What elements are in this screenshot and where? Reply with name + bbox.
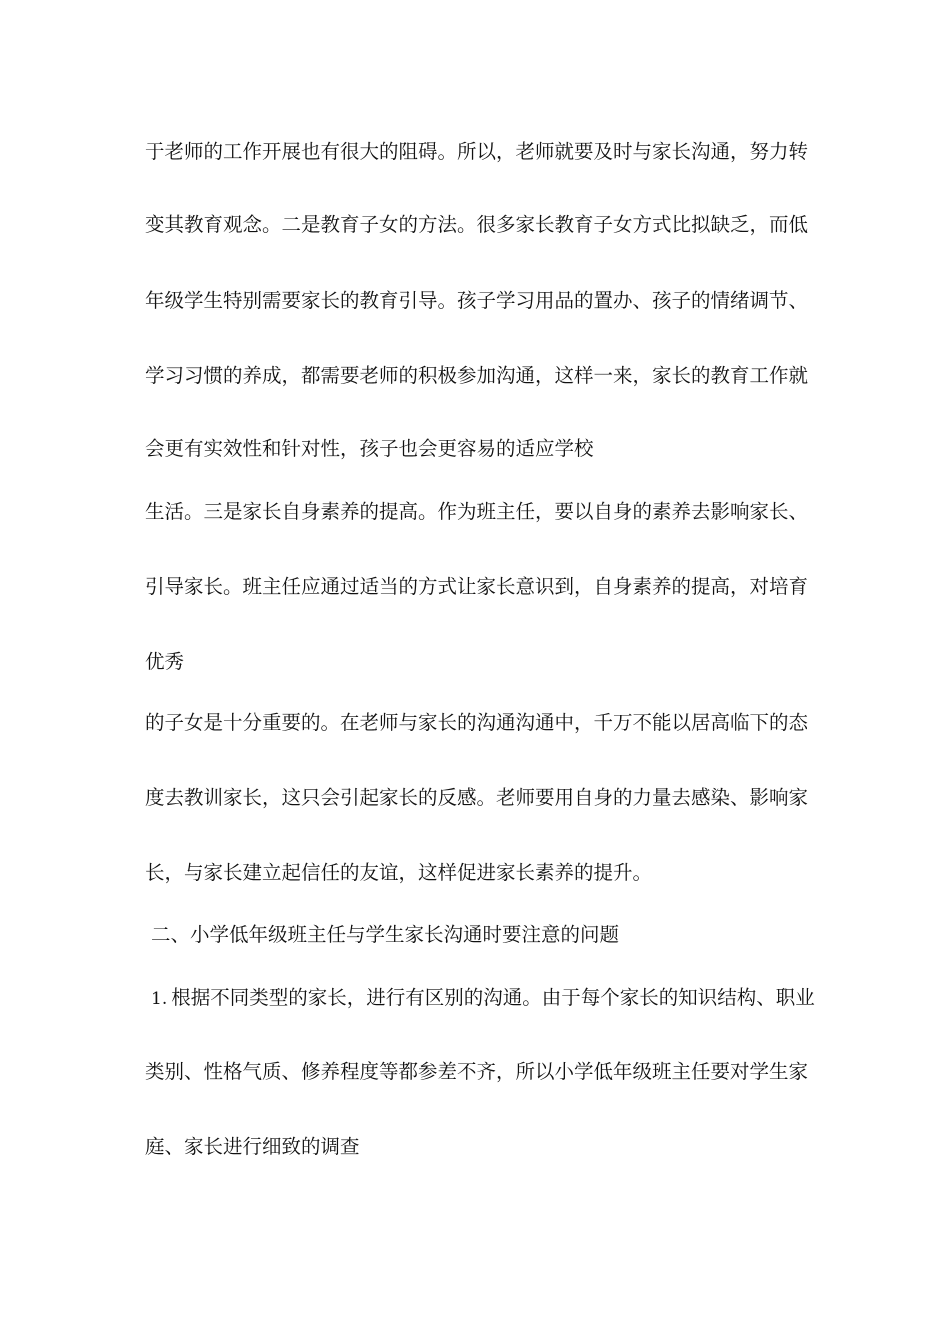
paragraph-line-2: 变其教育观念。二是教育子女的方法。很多家长教育子女方式比拟缺乏，而低 — [145, 213, 809, 236]
section-heading: 二、小学低年级班主任与学生家长沟通时要注意的问题 — [151, 923, 620, 946]
paragraph-line-9: 的子女是十分重要的。在老师与家长的沟通沟通中，千万不能以居高临下的态 — [145, 711, 809, 734]
paragraph-line-1: 于老师的工作开展也有很大的阻碍。所以，老师就要及时与家长沟通，努力转 — [145, 140, 809, 163]
list-item-first-line: 根据不同类型的家长，进行有区别的沟通。由于每个家长的知识结构、职业 — [171, 986, 815, 1009]
paragraph-line-4: 学习习惯的养成，都需要老师的积极参加沟通，这样一来，家长的教育工作就 — [145, 364, 809, 387]
paragraph-line-10: 度去教训家长，这只会引起家长的反感。老师要用自身的力量去感染、影响家 — [145, 786, 809, 809]
list-item-number: 1. — [151, 989, 168, 1009]
list-item-line-2: 类别、性格气质、修养程度等都参差不齐，所以小学低年级班主任要对学生家 — [145, 1060, 809, 1083]
list-item-line-3: 庭、家长进行细致的调查 — [145, 1135, 360, 1158]
paragraph-line-8: 优秀 — [145, 650, 185, 673]
paragraph-line-7: 引导家长。班主任应通过适当的方式让家长意识到，自身素养的提高，对培育 — [145, 575, 809, 598]
paragraph-line-6: 生活。三是家长自身素养的提高。作为班主任，要以自身的素养去影响家长、 — [145, 500, 809, 523]
paragraph-line-11: 长，与家长建立起信任的友谊，这样促进家长素养的提升。 — [145, 861, 653, 884]
list-item-1 — [151, 986, 815, 1011]
paragraph-line-5: 会更有实效性和针对性，孩子也会更容易的适应学校 — [145, 437, 594, 460]
paragraph-line-3: 年级学生特别需要家长的教育引导。孩子学习用品的置办、孩子的情绪调节、 — [145, 289, 809, 312]
